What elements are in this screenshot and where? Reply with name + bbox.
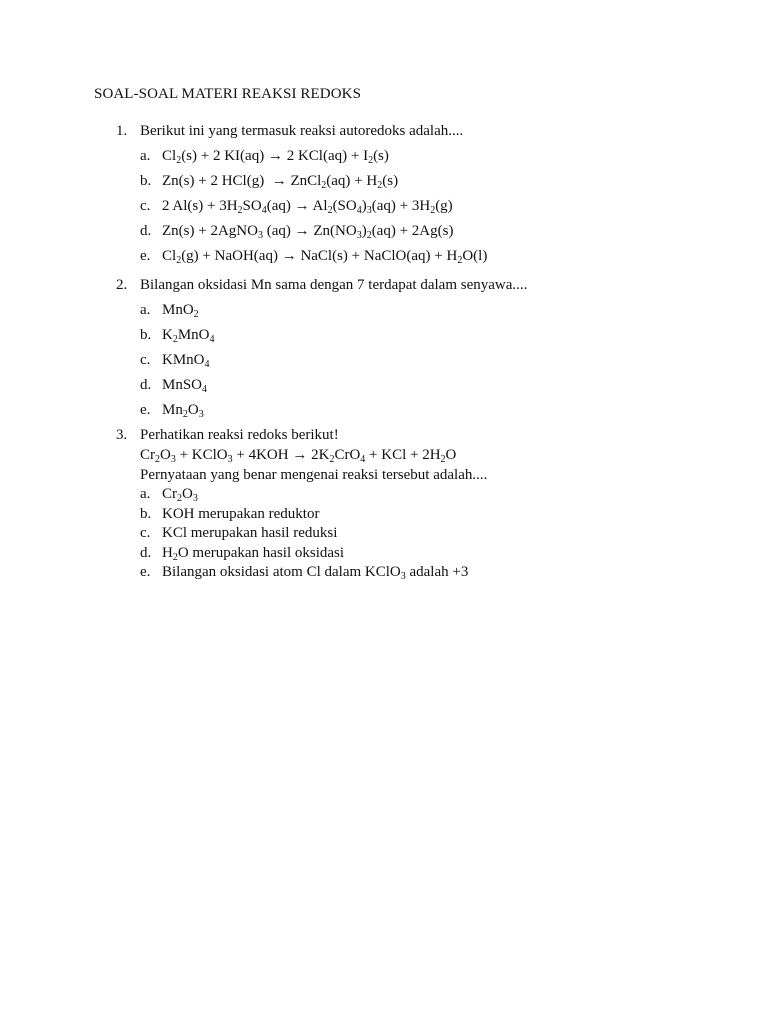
option-text: KMnO$_4$ [162,352,210,370]
option-a [116,300,736,325]
question-number: 2. [116,277,128,293]
option-c [116,524,736,544]
question-1 [116,121,736,271]
option-text: Zn(s) + 2 HCl(g) → ZnCl$_2$(aq) + $H_2(s)$ [162,173,399,191]
question-number: 1. [116,123,128,139]
option-d [116,375,736,400]
option-e [116,400,736,425]
option-letter: e. [140,402,151,418]
question-3 [116,425,736,583]
option-letter: b. [140,327,152,343]
question-text: Berikut ini yang termasuk reaksi autoredoks adalah.... [140,123,464,139]
option-letter: b. [140,505,152,522]
option-letter: c. [140,525,151,541]
question-statement: Pernyataan yang benar mengenai reaksi tersebut adalah.... [140,467,488,483]
option-text: $Mn_2O_3$ [162,402,204,420]
option-text: $H_2O$ merupakan hasil oksidasi [162,544,345,563]
option-e [116,563,736,583]
option-text: KOH merupakan reduktor [162,505,320,522]
option-text: MnSO$_4$ [162,377,208,395]
option-text: $Cr_2O_3$ [162,486,198,504]
option-letter: a. [140,302,151,318]
option-e [116,246,736,271]
option-text: 2 $Al(s) + 3H_2SO_4(aq) \to Al_2(SO_4)_3(aq) + 3H_2(g)$ [162,198,453,216]
option-letter: c. [140,352,151,368]
option-text: Bilangan oksidasi atom Cl dalam KClO$_3$ adalah +3 [162,564,469,582]
option-c [116,196,736,221]
option-text: KCl merupakan hasil reduksi [162,525,338,541]
option-letter: e. [140,248,151,264]
option-letter: d. [140,377,152,393]
option-text: $K_2MnO_4$ [162,327,215,345]
question-2 [116,275,736,425]
option-b [116,325,736,350]
option-letter: a. [140,148,151,164]
option-d [116,544,736,564]
page-title: SOAL-SOAL MATERI REAKSI REDOKS [94,86,362,102]
option-letter: e. [140,564,151,580]
option-letter: b. [140,173,152,189]
option-a [116,146,736,171]
option-a [116,485,736,505]
option-text: $Cl_2(g)$ + NaOH(aq) → NaCl(s) + NaClO(aq) + $H_2O(l)$ [162,248,488,266]
option-c [116,350,736,375]
question-text: Bilangan oksidasi Mn sama dengan 7 terdapat dalam senyawa.... [140,277,528,293]
option-letter: a. [140,486,151,502]
option-text: $Cl_2(s) + 2$ KI(aq) → 2 $KCl(aq) + I_2(s)$ [162,148,389,166]
option-text: MnO$_2$ [162,302,199,320]
option-letter: d. [140,223,152,239]
option-b [116,505,736,525]
option-letter: c. [140,198,151,214]
reaction-equation: $Cr_2O_3$ + KClO$_3$ + $4KOH \to 2K_2CrO_4$ + KCl + $2H_2O$ [140,447,457,465]
option-letter: d. [140,544,152,561]
question-text: Perhatikan reaksi redoks berikut! [140,427,339,443]
question-number: 3. [116,427,128,443]
option-b [116,171,736,196]
option-text: Zn(s) + 2AgNO$_3$ $(aq) \to Zn(NO_3)_2(aq) + 2Ag(s)$ [162,223,454,241]
option-d [116,221,736,246]
